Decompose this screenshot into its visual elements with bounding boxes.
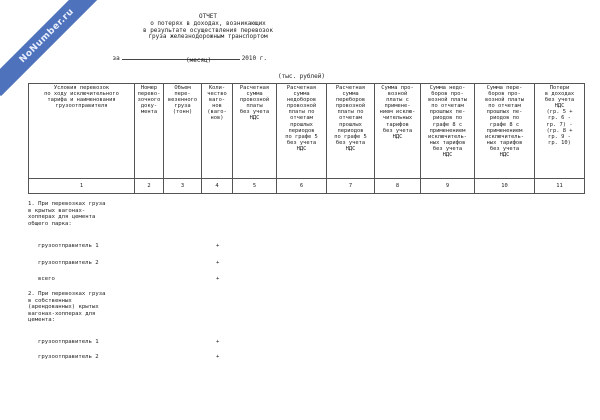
column-number: 10 <box>475 179 535 194</box>
column-header: Расчетная сумма переборов провозной платы по отчетам прошлых периодов по графе 5 без учета НДС <box>327 84 375 179</box>
column-number: 4 <box>202 179 233 194</box>
plus-marker: + <box>216 276 220 282</box>
report-period <box>98 48 267 69</box>
column-number: 3 <box>164 179 202 194</box>
column-header: Расчетная сумма недоборов провозной платы по отчетам прошлых периодов по графе 5 без учета НДС <box>277 84 327 179</box>
plus-marker: + <box>216 354 220 360</box>
period-suffix: 2010 г. <box>241 55 267 63</box>
month-caption: (месяц) <box>186 57 212 64</box>
section-1-title: 1. При перевозках груза в крытых вагонах- хопперах для цемента общего парка: <box>28 201 106 227</box>
list-item: грузоотправитель 2 <box>38 354 99 360</box>
column-number: 1 <box>29 179 135 194</box>
column-number: 2 <box>135 179 164 194</box>
report-table <box>28 83 585 194</box>
column-header: Сумма недо- боров про- возной платы по отчетам прошлых пе- риодов по графе 8 с применением исключитель- ных тарифов без учета НДС <box>421 84 475 179</box>
column-number: 7 <box>327 179 375 194</box>
column-header: Коли- чество ваго- нов (ваго- нов) <box>202 84 233 179</box>
column-header: Потери в доходах без учета НДС (гр. 5 + гр. 6 - гр. 7) - (гр. 8 + гр. 9 - гр. 10) <box>535 84 585 179</box>
list-item: грузоотправитель 1 <box>38 243 99 249</box>
report-title <box>108 14 308 41</box>
list-item: грузоотправитель 1 <box>38 339 99 345</box>
title-line-4: груза железнодорожным транспортом <box>148 33 268 41</box>
plus-marker: + <box>216 243 220 249</box>
units-caption: (тыс. рублей) <box>278 73 325 80</box>
plus-marker: + <box>216 260 220 266</box>
title-line-1: ОТЧЕТ <box>198 13 218 20</box>
list-item: грузоотправитель 2 <box>38 260 99 266</box>
watermark-text: NoNumber.ru <box>17 6 77 66</box>
column-number: 9 <box>421 179 475 194</box>
column-header: Номер перево- зочного доку- мента <box>135 84 164 179</box>
column-header: Сумма пере- боров про- возной платы по отчетам прошлых пе- риодов по графе 8 с применением исключитель- ных тарифов без учета НДС <box>475 84 535 179</box>
table-header-row <box>29 84 585 179</box>
watermark-ribbon <box>0 0 107 96</box>
list-item-total: всего <box>38 276 55 282</box>
column-header: Сумма про- возной платы с примене- нием исклю- чительных тарифов без учета НДС <box>375 84 421 179</box>
title-line-2: о потерях в доходах, возникающих <box>150 19 266 27</box>
column-number: 11 <box>535 179 585 194</box>
column-header: Расчетная сумма провозной платы без учета НДС <box>233 84 277 179</box>
period-prefix: за <box>112 55 120 63</box>
title-line-3: в результате осуществления перевозок <box>142 26 274 34</box>
column-number: 8 <box>375 179 421 194</box>
period-blank-line <box>122 54 240 60</box>
column-number: 6 <box>277 179 327 194</box>
column-number: 5 <box>233 179 277 194</box>
section-2-title: 2. При перевозках груза в собственных (арендованных) крытых вагонах-хопперах для цемента: <box>28 291 106 323</box>
column-header: Объем пере- везенного груза (тонн) <box>164 84 202 179</box>
plus-marker: + <box>216 339 220 345</box>
column-header: Условия перевозок по ходу исключительного тарифа и наименования грузоотправителя <box>29 84 135 179</box>
column-number-row <box>29 179 585 194</box>
